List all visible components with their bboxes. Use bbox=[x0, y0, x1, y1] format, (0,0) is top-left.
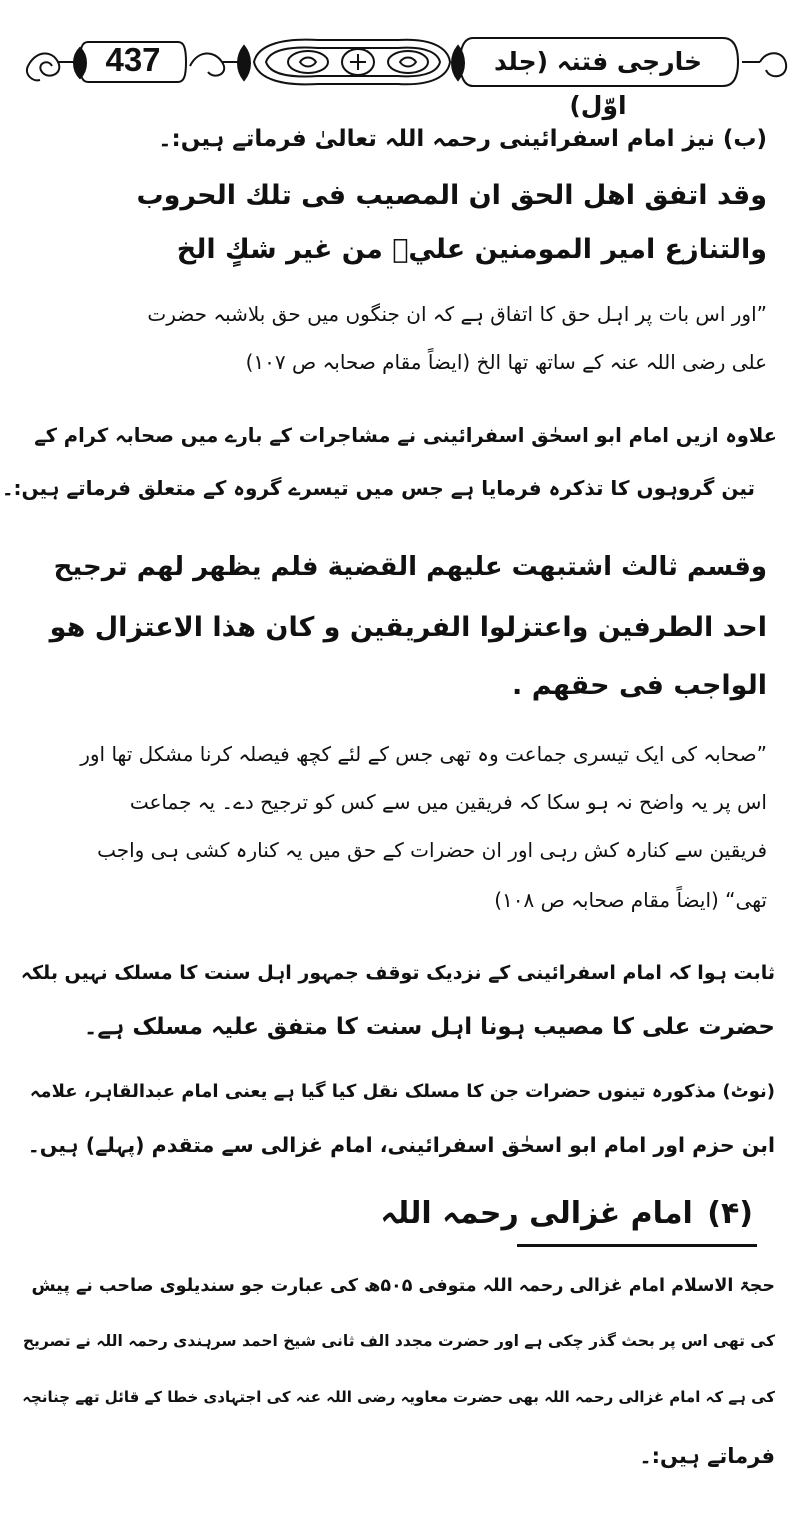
translation-line: علی رضی اللہ عنہ کے ساتھ تھا الخ (ایضاً مقام صحابہ ص ۱۰۷) bbox=[245, 350, 767, 374]
paragraph-line: ثابت ہوا کہ امام اسفرائینی کے نزدیک توقف جمہور اہل سنت کا مسلک نہیں بلکہ bbox=[20, 962, 775, 984]
section-number: (۴) bbox=[707, 1196, 753, 1231]
translation-line: ”اور اس بات پر اہل حق کا اتفاق ہے کہ ان جنگوں میں حق بلاشبہ حضرت bbox=[147, 302, 767, 326]
arabic-line: وقسم ثالث اشتبهت عليهم القضية فلم يظهر لهم ترجيح bbox=[53, 552, 767, 582]
note-line: ابن حزم اور امام ابو اسحٰق اسفرائینی، امام غزالی سے متقدم (پہلے) ہیں۔ bbox=[27, 1133, 775, 1157]
paragraph-line: کی تھی اس پر بحث گذر چکی ہے اور حضرت مجدد الف ثانی شیخ احمد سرہندی رحمہ اللہ نے تصریح bbox=[22, 1332, 775, 1350]
arabic-line: والتنازع امير المومنين عليؓ من غير شكٍ الخ bbox=[176, 234, 767, 265]
paragraph-line: کی ہے کہ امام غزالی رحمہ اللہ بھی حضرت معاویہ رضی اللہ عنہ کی اجتہادی خطا کے قائل تھے چنانچہ bbox=[22, 1388, 775, 1406]
section-heading bbox=[380, 1192, 757, 1240]
isfaraini-paragraph bbox=[1, 424, 777, 534]
paragraph-line: علاوہ ازیں امام ابو اسحٰق اسفرائینی نے مشاجرات کے بارے میں صحابہ کرام کے bbox=[34, 424, 777, 447]
arabic-line: وقد اتفق اهل الحق ان المصيب فى تلك الحروب bbox=[136, 180, 767, 211]
paragraph-line: تین گروہوں کا تذکرہ فرمایا ہے جس میں تیسرے گروہ کے متعلق فرماتے ہیں:۔ bbox=[1, 476, 755, 500]
paragraph-line: حضرت علی کا مصیب ہونا اہل سنت کا متفق علیہ مسلک ہے۔ bbox=[83, 1014, 775, 1040]
section-underline bbox=[517, 1244, 757, 1247]
translation-line: اس پر یہ واضح نہ ہو سکا کہ فریقین میں سے کس کو ترجیح دے۔ یہ جماعت bbox=[129, 790, 767, 814]
translation-line: تھی“ (ایضاً مقام صحابہ ص ۱۰۸) bbox=[494, 888, 767, 912]
page-number: 437 bbox=[105, 41, 161, 78]
translation-line: ”صحابہ کی ایک تیسری جماعت وہ تھی جس کے لئے کچھ فیصلہ کرنا مشکل تھا اور bbox=[80, 742, 767, 766]
arabic-line: الواجب فى حقهم . bbox=[512, 670, 767, 701]
final-paragraph bbox=[15, 1276, 775, 1516]
paragraph-line: فرماتے ہیں:۔ bbox=[639, 1444, 775, 1468]
isfaraini-arabic bbox=[47, 552, 767, 722]
isfaraini-translation bbox=[47, 742, 767, 942]
arabic-line: احد الطرفين واعتزلوا الفريقين و كان هذا الاعتزال هو bbox=[49, 612, 767, 643]
note-paragraph bbox=[15, 1081, 775, 1177]
translation-line: فریقین سے کنارہ کش رہی اور ان حضرات کے حق میں یہ کنارہ کشی ہی واجب bbox=[97, 838, 767, 862]
note-line: (نوٹ) مذکورہ تینوں حضرات جن کا مسلک نقل کیا گیا ہے یعنی امام عبدالقاہر، علامہ bbox=[29, 1081, 775, 1102]
paragraph-line: حجۃ الاسلام امام غزالی رحمہ اللہ متوفی ۵۰۵ھ کی عبارت جو سندیلوی صاحب نے پیش bbox=[31, 1276, 775, 1296]
section-title: امام غزالی رحمہ اللہ bbox=[380, 1196, 693, 1231]
section-b-arabic bbox=[47, 180, 767, 290]
book-title: خارجی فتنہ (جلد اوّل) bbox=[493, 47, 703, 120]
section-b-intro bbox=[27, 126, 767, 170]
section-b-intro-text: (ب) نیز امام اسفرائینی رحمہ اللہ تعالیٰ فرماتے ہیں:۔ bbox=[158, 126, 767, 152]
page-header bbox=[18, 28, 793, 120]
section-b-translation bbox=[27, 300, 767, 400]
conclusion-paragraph bbox=[15, 962, 775, 1062]
